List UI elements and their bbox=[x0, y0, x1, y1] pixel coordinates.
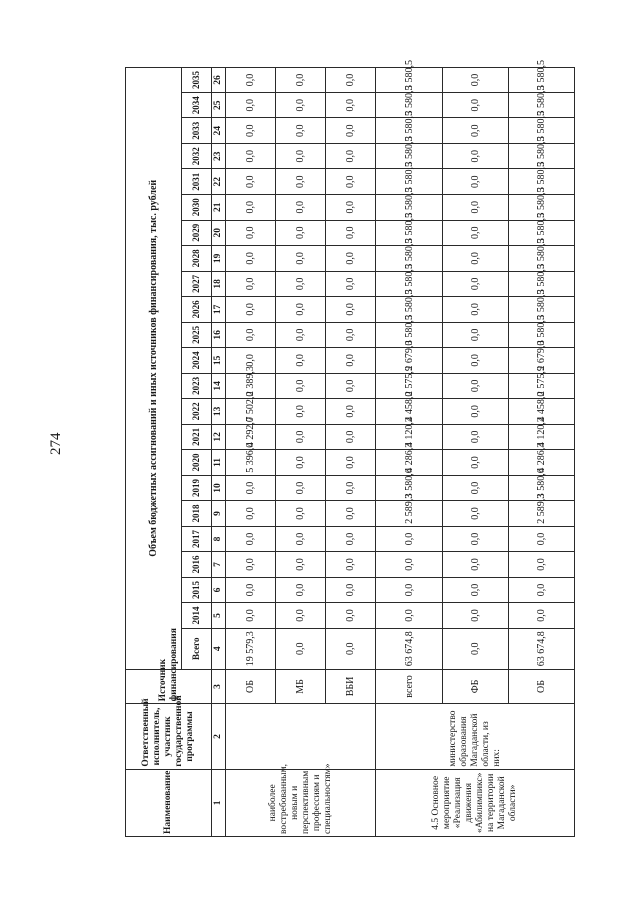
row-value: 0,0 bbox=[326, 297, 376, 323]
row-value: 0,0 bbox=[442, 526, 508, 552]
column-number: 1 bbox=[212, 769, 226, 836]
row-value: 2 679,0 bbox=[376, 348, 442, 374]
row-value: 0,0 bbox=[276, 526, 326, 552]
row-value: 0,0 bbox=[442, 271, 508, 297]
row-value: 0,0 bbox=[226, 348, 276, 374]
row-value: 0,0 bbox=[276, 195, 326, 221]
column-number: 23 bbox=[212, 143, 226, 169]
row-value: 0,0 bbox=[376, 603, 442, 629]
row-value: 0,0 bbox=[226, 143, 276, 169]
row-value: 0,0 bbox=[226, 68, 276, 93]
row-value: 0,0 bbox=[376, 526, 442, 552]
header-year: 2015 bbox=[182, 577, 212, 603]
row-value: 3 580,5 bbox=[508, 271, 574, 297]
row-value: 3 580,5 bbox=[376, 143, 442, 169]
row-value: 3 580,5 bbox=[508, 297, 574, 323]
row-value: 2 589,3 bbox=[508, 501, 574, 527]
row-value: 0,0 bbox=[326, 118, 376, 144]
row-value: 0,0 bbox=[276, 322, 326, 348]
row-value: 3 580,5 bbox=[508, 118, 574, 144]
row-value: 2 575,9 bbox=[508, 373, 574, 399]
row-value: 0,0 bbox=[226, 118, 276, 144]
column-number: 15 bbox=[212, 348, 226, 374]
row-executor: министерство образования Магаданской области, из них: bbox=[376, 704, 575, 769]
row-value: 0,0 bbox=[326, 92, 376, 118]
row-source: ОБ bbox=[226, 669, 276, 704]
row-value: 2 389,3 bbox=[226, 373, 276, 399]
row-value: 3 580,5 bbox=[376, 68, 442, 93]
row-value: 0,0 bbox=[326, 577, 376, 603]
row-total: 0,0 bbox=[442, 628, 508, 669]
column-number: 12 bbox=[212, 424, 226, 450]
row-value: 0,0 bbox=[442, 322, 508, 348]
rotated-table-wrapper bbox=[125, 59, 575, 837]
row-value: 0,0 bbox=[276, 118, 326, 144]
row-source: ВБИ bbox=[326, 669, 376, 704]
row-value: 0,0 bbox=[326, 68, 376, 93]
row-value: 3 580,5 bbox=[376, 271, 442, 297]
column-number: 6 bbox=[212, 577, 226, 603]
row-value: 0,0 bbox=[442, 348, 508, 374]
row-value: 0,0 bbox=[226, 220, 276, 246]
row-value: 5 396,0 bbox=[226, 450, 276, 476]
row-value: 3 580,5 bbox=[376, 220, 442, 246]
header-year: 2016 bbox=[182, 552, 212, 578]
row-value: 2 589,3 bbox=[376, 501, 442, 527]
column-number: 21 bbox=[212, 195, 226, 221]
column-number: 4 bbox=[212, 628, 226, 669]
column-number: 26 bbox=[212, 68, 226, 93]
row-value: 0,0 bbox=[442, 424, 508, 450]
row-value: 3 580,5 bbox=[508, 143, 574, 169]
row-total: 0,0 bbox=[326, 628, 376, 669]
row-value: 0,0 bbox=[326, 526, 376, 552]
row-value: 0,0 bbox=[326, 424, 376, 450]
column-number: 3 bbox=[212, 669, 226, 704]
column-number: 8 bbox=[212, 526, 226, 552]
row-value: 0,0 bbox=[276, 68, 326, 93]
row-name: наиболее востребованным, новым и перспективным профессиям и специальностям» bbox=[226, 769, 376, 836]
header-year: 2034 bbox=[182, 92, 212, 118]
row-value: 0,0 bbox=[442, 450, 508, 476]
header-source: Источник финансирования bbox=[126, 669, 212, 704]
row-source: всего bbox=[376, 669, 442, 704]
row-value: 2 679,0 bbox=[508, 348, 574, 374]
column-number: 13 bbox=[212, 399, 226, 425]
row-value: 0,0 bbox=[276, 246, 326, 272]
row-value: 0,0 bbox=[376, 577, 442, 603]
row-value: 0,0 bbox=[276, 271, 326, 297]
header-year: 2030 bbox=[182, 195, 212, 221]
row-value: 4 120,2 bbox=[376, 424, 442, 450]
row-total: 0,0 bbox=[276, 628, 326, 669]
row-value: 0,0 bbox=[326, 169, 376, 195]
table-row bbox=[376, 68, 442, 837]
row-value: 0,0 bbox=[442, 169, 508, 195]
row-name: 4.5 Основное мероприятие «Реализация движения «Абилимпикс» на территории Магаданской области» bbox=[376, 769, 575, 836]
row-value: 4 120,2 bbox=[508, 424, 574, 450]
row-value: 0,0 bbox=[508, 526, 574, 552]
row-value: 0,0 bbox=[226, 501, 276, 527]
row-executor bbox=[226, 704, 376, 769]
row-value: 4 458,0 bbox=[376, 399, 442, 425]
row-value: 0,0 bbox=[442, 118, 508, 144]
row-value: 0,0 bbox=[276, 348, 326, 374]
row-value: 0,0 bbox=[326, 271, 376, 297]
header-year: 2020 bbox=[182, 450, 212, 476]
column-number: 10 bbox=[212, 475, 226, 501]
row-value: 0,0 bbox=[226, 271, 276, 297]
financing-table bbox=[125, 59, 575, 837]
row-value: 0,0 bbox=[326, 501, 376, 527]
row-value: 0,0 bbox=[276, 169, 326, 195]
row-value: 0,0 bbox=[276, 373, 326, 399]
row-value: 0,0 bbox=[276, 450, 326, 476]
row-value: 0,0 bbox=[326, 552, 376, 578]
row-value: 0,0 bbox=[226, 322, 276, 348]
column-number: 9 bbox=[212, 501, 226, 527]
row-value: 0,0 bbox=[276, 552, 326, 578]
row-value: 3 580,5 bbox=[376, 92, 442, 118]
header-year: 2017 bbox=[182, 526, 212, 552]
row-value: 0,0 bbox=[508, 577, 574, 603]
row-value: 0,0 bbox=[442, 68, 508, 93]
header-name: Наименование bbox=[126, 769, 212, 836]
column-number: 19 bbox=[212, 246, 226, 272]
row-value: 0,0 bbox=[276, 220, 326, 246]
row-value: 0,0 bbox=[226, 475, 276, 501]
header-volume-title: Объем бюджетных ассигнований и иных источников финансирования, тыс. рублей bbox=[126, 68, 182, 670]
row-value: 3 580,5 bbox=[508, 92, 574, 118]
column-number: 22 bbox=[212, 169, 226, 195]
header-year: 2031 bbox=[182, 169, 212, 195]
row-value: 0,0 bbox=[226, 552, 276, 578]
header-year: 2028 bbox=[182, 246, 212, 272]
header-year: 2025 bbox=[182, 322, 212, 348]
row-value: 0,0 bbox=[276, 603, 326, 629]
row-value: 3 580,5 bbox=[376, 169, 442, 195]
row-value: 3 580,5 bbox=[508, 246, 574, 272]
row-value: 3 580,5 bbox=[508, 169, 574, 195]
row-value: 0,0 bbox=[276, 92, 326, 118]
row-value: 0,0 bbox=[226, 246, 276, 272]
header-year: 2021 bbox=[182, 424, 212, 450]
row-total: 63 674,8 bbox=[508, 628, 574, 669]
column-number: 5 bbox=[212, 603, 226, 629]
row-value: 0,0 bbox=[442, 220, 508, 246]
row-value: 0,0 bbox=[276, 501, 326, 527]
row-value: 0,0 bbox=[276, 297, 326, 323]
column-number: 14 bbox=[212, 373, 226, 399]
header-executor: Ответственный исполнитель, участник государственной программы bbox=[126, 704, 212, 769]
header-year: 2035 bbox=[182, 68, 212, 93]
row-value: 4 458,0 bbox=[508, 399, 574, 425]
column-number: 24 bbox=[212, 118, 226, 144]
row-source: ФБ bbox=[442, 669, 508, 704]
column-number: 7 bbox=[212, 552, 226, 578]
row-value: 3 580,5 bbox=[508, 195, 574, 221]
row-value: 0,0 bbox=[326, 143, 376, 169]
row-value: 3 580,5 bbox=[508, 220, 574, 246]
row-source: МБ bbox=[276, 669, 326, 704]
row-value: 0,0 bbox=[276, 424, 326, 450]
row-value: 0,0 bbox=[442, 603, 508, 629]
column-number: 18 bbox=[212, 271, 226, 297]
table-row bbox=[226, 68, 276, 837]
row-value: 4 286,3 bbox=[376, 450, 442, 476]
row-value: 0,0 bbox=[442, 399, 508, 425]
row-value: 0,0 bbox=[226, 297, 276, 323]
row-value: 0,0 bbox=[326, 373, 376, 399]
row-value: 0,0 bbox=[326, 450, 376, 476]
row-value: 2 575,9 bbox=[376, 373, 442, 399]
header-year: 2024 bbox=[182, 348, 212, 374]
row-value: 0,0 bbox=[326, 348, 376, 374]
row-value: 0,0 bbox=[276, 577, 326, 603]
row-value: 0,0 bbox=[442, 577, 508, 603]
row-value: 0,0 bbox=[226, 92, 276, 118]
row-value: 0,0 bbox=[326, 246, 376, 272]
row-total: 63 674,8 bbox=[376, 628, 442, 669]
header-year: 2019 bbox=[182, 475, 212, 501]
row-value: 3 580,6 bbox=[376, 475, 442, 501]
row-value: 7 502,0 bbox=[226, 399, 276, 425]
row-value: 0,0 bbox=[276, 399, 326, 425]
header-year: 2032 bbox=[182, 143, 212, 169]
row-value: 0,0 bbox=[326, 603, 376, 629]
row-value: 0,0 bbox=[508, 552, 574, 578]
column-number: 2 bbox=[212, 704, 226, 769]
row-value: 0,0 bbox=[442, 92, 508, 118]
row-source: ОБ bbox=[508, 669, 574, 704]
row-value: 0,0 bbox=[276, 143, 326, 169]
row-value: 0,0 bbox=[226, 195, 276, 221]
header-year: 2023 bbox=[182, 373, 212, 399]
row-value: 0,0 bbox=[326, 220, 376, 246]
row-value: 0,0 bbox=[326, 195, 376, 221]
row-value: 0,0 bbox=[326, 399, 376, 425]
row-value: 0,0 bbox=[442, 143, 508, 169]
row-value: 0,0 bbox=[442, 552, 508, 578]
column-number: 16 bbox=[212, 322, 226, 348]
row-value: 3 580,5 bbox=[376, 246, 442, 272]
row-value: 0,0 bbox=[442, 297, 508, 323]
row-value: 0,0 bbox=[326, 475, 376, 501]
row-value: 3 580,5 bbox=[376, 118, 442, 144]
header-year: 2027 bbox=[182, 271, 212, 297]
row-value: 3 580,5 bbox=[508, 322, 574, 348]
row-value: 0,0 bbox=[326, 322, 376, 348]
row-value: 3 580,5 bbox=[508, 68, 574, 93]
row-value: 0,0 bbox=[276, 475, 326, 501]
row-value: 0,0 bbox=[376, 552, 442, 578]
header-year: 2033 bbox=[182, 118, 212, 144]
row-value: 0,0 bbox=[442, 501, 508, 527]
column-number: 17 bbox=[212, 297, 226, 323]
row-value: 0,0 bbox=[442, 246, 508, 272]
column-number: 25 bbox=[212, 92, 226, 118]
header-year: 2026 bbox=[182, 297, 212, 323]
page-number: 274 bbox=[48, 432, 64, 455]
row-value: 0,0 bbox=[226, 169, 276, 195]
row-value: 3 580,5 bbox=[376, 195, 442, 221]
row-value: 0,0 bbox=[226, 577, 276, 603]
row-value: 3 580,5 bbox=[376, 297, 442, 323]
header-year: 2022 bbox=[182, 399, 212, 425]
row-value: 3 580,5 bbox=[376, 322, 442, 348]
row-value: 0,0 bbox=[226, 526, 276, 552]
row-value: 4 292,0 bbox=[226, 424, 276, 450]
header-year: 2018 bbox=[182, 501, 212, 527]
row-value: 0,0 bbox=[226, 603, 276, 629]
row-value: 4 286,3 bbox=[508, 450, 574, 476]
column-number: 20 bbox=[212, 220, 226, 246]
header-year: 2029 bbox=[182, 220, 212, 246]
row-total: 19 579,3 bbox=[226, 628, 276, 669]
header-total: Всего bbox=[182, 628, 212, 669]
row-value: 0,0 bbox=[442, 475, 508, 501]
row-value: 0,0 bbox=[442, 195, 508, 221]
column-number: 11 bbox=[212, 450, 226, 476]
row-value: 3 580,6 bbox=[508, 475, 574, 501]
row-value: 0,0 bbox=[508, 603, 574, 629]
header-year: 2014 bbox=[182, 603, 212, 629]
row-value: 0,0 bbox=[442, 373, 508, 399]
